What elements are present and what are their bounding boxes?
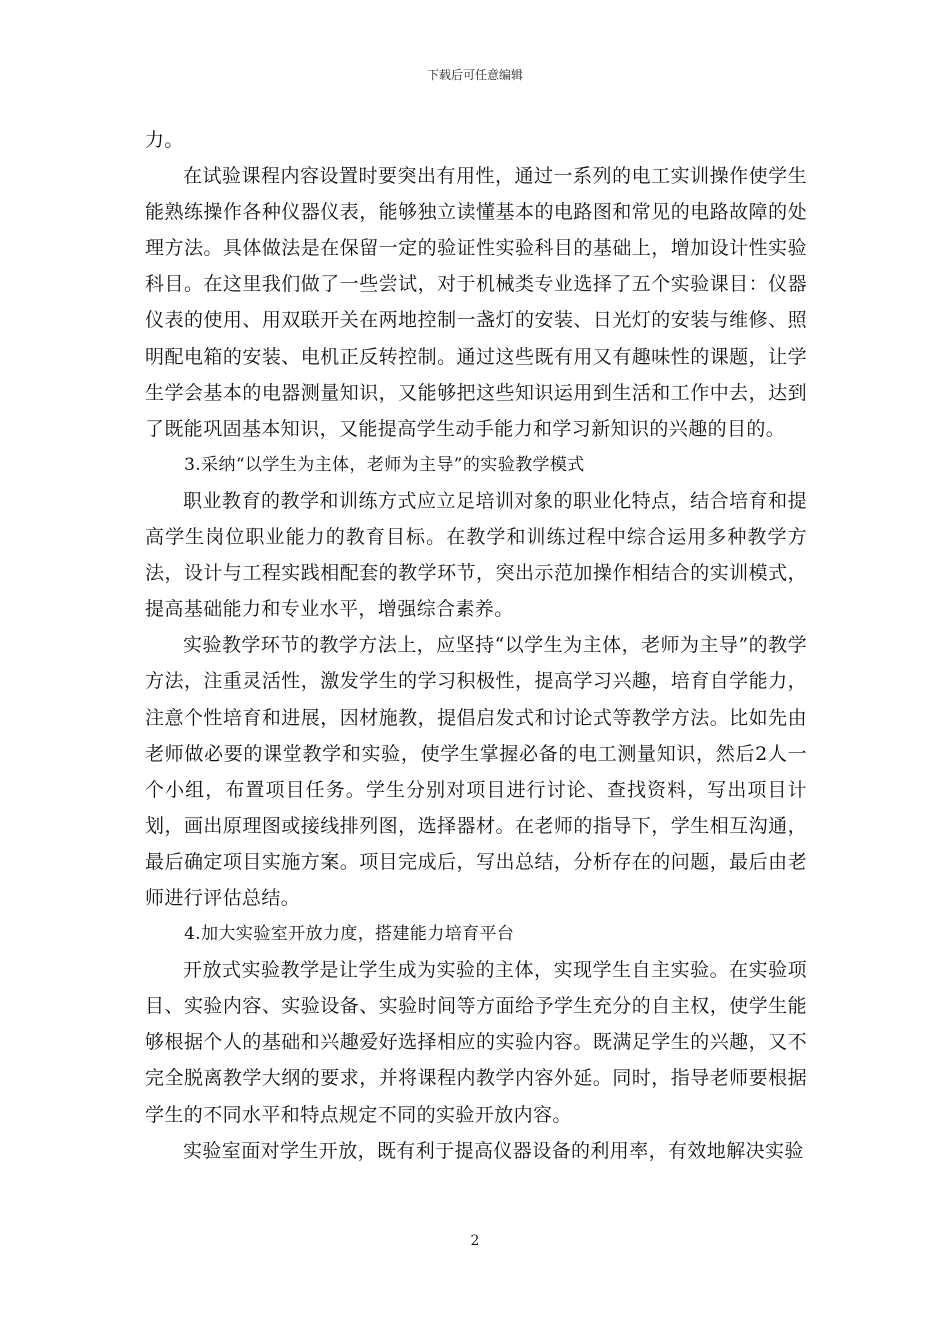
paragraph-course-content: 在试验课程内容设置时要突出有用性，通过一系列的电工实训操作使学生能熟练操作各种仪器仪表，能够独立读懂基本的电路图和常见的电路故障的处理方法。具体做法是在保留一定的验证性实验科目的基础上，增加设计性实验科目。在这里我们做了一些尝试，对于机械类专业选择了五个实验课目：仪器仪表的使用、用双联开关在两地控制一盏灯的安装、日光灯的安装与维修、照明配电箱的安装、电机正反转控制。通过这些既有用又有趣味性的课题，让学生学会基本的电器测量知识，又能够把这些知识运用到生活和工作中去，达到了既能巩固基本知识，又能提高学生动手能力和学习新知识的兴趣的目的。 [145, 165, 807, 440]
page-number: 2 [470, 1233, 480, 1249]
paragraph-teaching-methods: 实验教学环节的教学方法上，应坚持“以学生为主体，老师为主导”的教学方法，注重灵活性，激发学生的学习积极性，提高学习兴趣，培育自学能力，注意个性培育和进展，因材施教，提倡启发式和讨论式等教学方法。比如先由老师做必要的课堂教学和实验，使学生掌握必备的电工测量知识，然后2人一个小组，布置项目任务。学生分别对项目进行讨论、查找资料，写出项目计划，画出原理图或接线排列图，选择器材。在老师的指导下，学生相互沟通，最后确定项目实施方案。项目完成后，写出总结，分析存在的问题，最后由老师进行评估总结。 [145, 634, 807, 909]
section-heading-4: 4.加大实验室开放力度，搭建能力培育平台 [184, 924, 515, 945]
page-header: 下载后可任意编辑 [426, 68, 523, 82]
paragraph-open-lab: 开放式实验教学是让学生成为实验的主体，实现学生自主实验。在实验项目、实验内容、实验设备、实验时间等方面给予学生充分的自主权，使学生能够根据个人的基础和兴趣爱好选择相应的实验内容。既满足学生的兴趣，又不完全脱离教学大纲的要求，并将课程内教学内容外延。同时，指导老师要根据学生的不同水平和特点规定不同的实验开放内容。 [145, 959, 807, 1126]
section-heading-3: 3.采纳“以学生为主体，老师为主导”的实验教学模式 [184, 454, 585, 475]
paragraph-lab-opening: 实验室面对学生开放，既有利于提高仪器设备的利用率，有效地解决实验 [183, 1139, 804, 1162]
document-body [145, 122, 807, 1169]
paragraph-continuation: 力。 [145, 129, 184, 151]
paragraph-vocational-education: 职业教育的教学和训练方式应立足培训对象的职业化特点，结合培育和提高学生岗位职业能力的教育目标。在教学和训练过程中综合运用多种教学方法，设计与工程实践相配套的教学环节，突出示范加操作相结合的实训模式，提高基础能力和专业水平，增强综合素养。 [145, 489, 807, 621]
